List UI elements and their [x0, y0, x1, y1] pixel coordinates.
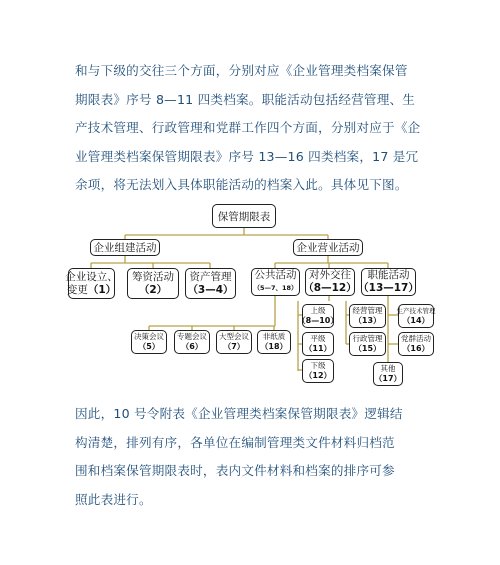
node-label: 专题会议	[177, 332, 207, 341]
node-number: （13—17）	[358, 282, 419, 294]
node-non-paper	[257, 330, 291, 354]
node-other	[373, 362, 403, 386]
node-number: （7）	[223, 342, 245, 351]
node-establishment	[65, 268, 118, 299]
retention-schedule-diagram	[62, 198, 434, 393]
node-label: 党群活动	[401, 334, 431, 343]
node-number: （16）	[402, 344, 430, 353]
node-number: （6）	[181, 342, 203, 351]
paragraph-bottom	[75, 400, 435, 514]
node-number: （12）	[304, 371, 332, 380]
node-label: 其他	[380, 364, 396, 373]
node-label: 平级	[310, 334, 326, 343]
node-financing	[127, 268, 179, 299]
node-label: 对外交往	[309, 269, 351, 281]
text-line: 余项，将无法划入具体职能活动的档案入此。具体见下图。	[75, 177, 408, 192]
node-label: 变更	[66, 283, 88, 296]
node-number: （11）	[304, 344, 332, 353]
node-label: 生产技术管理	[396, 307, 436, 315]
node-external-relations	[305, 268, 355, 296]
node-party-activity	[398, 332, 434, 356]
node-label: 下级	[310, 361, 326, 370]
node-label: 企业组建活动	[93, 242, 157, 254]
node-label: 大型会议	[219, 332, 249, 341]
text-line: 围和档案保管期限表时，表内文件材料和档案的排序可参	[75, 463, 395, 478]
node-label: 企业营业活动	[296, 242, 360, 254]
node-number: （13）	[353, 316, 382, 325]
node-label: 公共活动	[254, 269, 297, 281]
node-functional-activity	[358, 268, 419, 296]
level1-node-formation	[90, 239, 160, 256]
paragraph-top	[75, 57, 435, 200]
root-node	[212, 204, 276, 228]
node-peer	[302, 332, 334, 356]
node-number: （8—10）	[297, 316, 339, 325]
node-label: 筹资活动	[132, 270, 174, 283]
node-superior	[297, 304, 339, 328]
node-asset-management	[185, 268, 236, 299]
node-label: 决策会议	[134, 332, 164, 341]
node-label: 经营管理	[352, 306, 383, 315]
level1-node-operation	[293, 239, 363, 256]
node-label: 资产管理	[189, 270, 232, 283]
node-subordinate	[302, 359, 334, 383]
node-number: （18）	[260, 342, 288, 351]
node-label: 企业设立、	[65, 270, 118, 283]
text-line: 构清楚，排列有序，各单位在编制管理类文件材料归档范	[75, 434, 395, 450]
node-number: （2）	[138, 283, 168, 296]
node-label: 职能活动	[367, 269, 410, 281]
node-administration	[349, 332, 386, 356]
node-production-tech	[398, 304, 434, 328]
text-line: 期限表》序号 8—11 四类档案。职能活动包括经营管理、生	[75, 91, 416, 107]
text-line: 业管理类档案保管期限表》序号 13—16 四类档案，17 是冗	[75, 148, 419, 164]
node-label: 行政管理	[352, 334, 383, 343]
text-line: 照此表进行。	[75, 491, 152, 507]
node-label: 上级	[310, 306, 326, 315]
node-number: （14）	[402, 316, 430, 325]
node-large-meeting	[216, 330, 252, 354]
node-label: 非纸质	[262, 332, 286, 341]
text-line: 和与下级的交往三个方面，分别对应《企业管理类档案保管	[75, 63, 408, 78]
node-number: （17）	[374, 374, 402, 383]
node-number: （15）	[353, 344, 382, 353]
text-line: 因此，10 号令附表《企业管理类档案保管期限表》逻辑结	[75, 406, 403, 421]
node-decision-meeting	[131, 330, 167, 354]
root-label: 保管期限表	[217, 210, 271, 223]
node-special-meeting	[174, 330, 210, 354]
node-number: （5）	[138, 342, 160, 351]
text-line: 产技术管理、行政管理和党群工作四个方面，分别对应于《企	[75, 120, 421, 135]
node-public-activity	[251, 268, 300, 296]
node-number: （3—4）	[187, 283, 234, 296]
node-business-management	[349, 304, 386, 328]
node-number: （5—7、18）	[253, 284, 298, 292]
node-number: （8—12）	[303, 282, 357, 294]
node-number: （1）	[87, 283, 117, 296]
